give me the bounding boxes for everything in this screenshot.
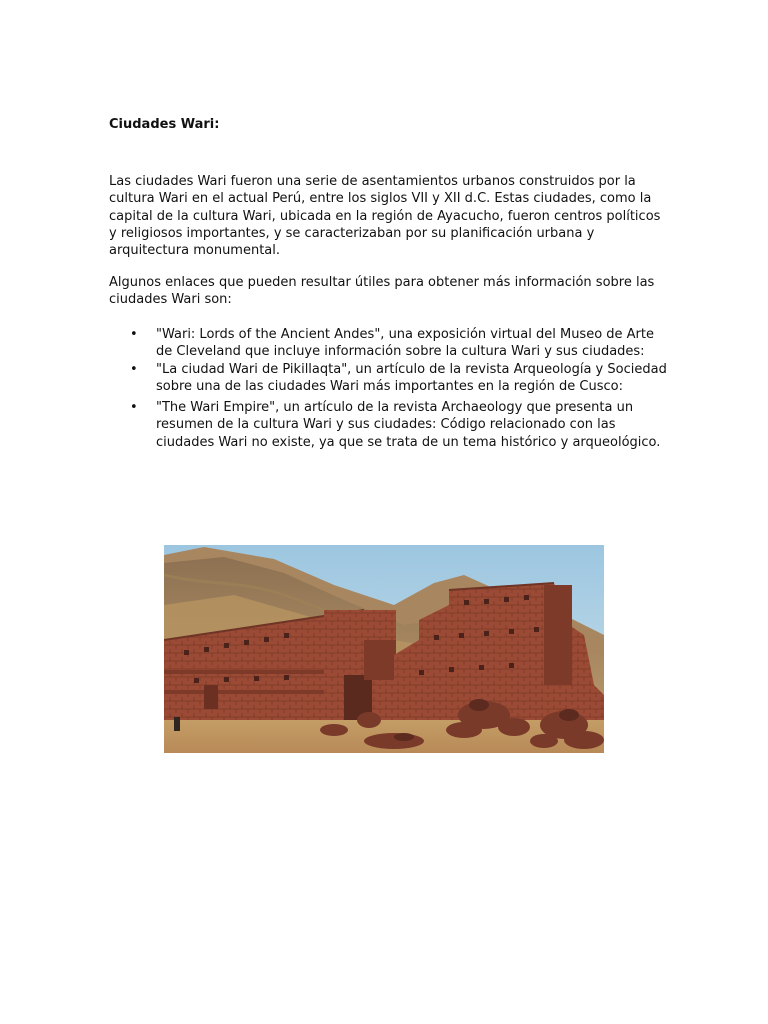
list-item-text: "Wari: Lords of the Ancient Andes", una exposición virtual del Museo de Arte de Cleveland que incluye información sobre la cultura Wari y sus ciudades: — [156, 327, 654, 360]
links-list — [109, 326, 669, 451]
list-item-text: "The Wari Empire", un artículo de la revista Archaeology que presenta un resumen de la cultura Wari y sus ciudades: Código relacionado con las ciudades Wari no existe, ya que se trata de un tema histórico y arqueológico. — [156, 400, 661, 450]
bullet-icon: • — [130, 400, 138, 416]
intro-paragraph: Las ciudades Wari fueron una serie de asentamientos urbanos construidos por la cultura Wari en el actual Perú, entre los siglos VII y XII d.C. Estas ciudades, como la capital de la cultura Wari, ubicada en la región de Ayacucho, fueron centros políticos y religiosos importantes, y se caracterizaban por su planificación urbana y arquitectura monumental. — [109, 174, 661, 259]
document-title: Ciudades Wari: — [109, 117, 220, 132]
wari-ruins-photo — [164, 545, 604, 753]
list-item — [109, 361, 669, 396]
list-item-text: "La ciudad Wari de Pikillaqta", un artículo de la revista Arqueología y Sociedad sobre una de las ciudades Wari más importantes en la región de Cusco: — [156, 361, 667, 394]
bullet-icon: • — [130, 327, 138, 342]
bullet-icon: • — [130, 361, 138, 377]
links-intro-paragraph: Algunos enlaces que pueden resultar útiles para obtener más información sobre las ciudades Wari son: — [109, 275, 655, 308]
list-item — [109, 326, 669, 361]
list-item — [109, 399, 669, 451]
